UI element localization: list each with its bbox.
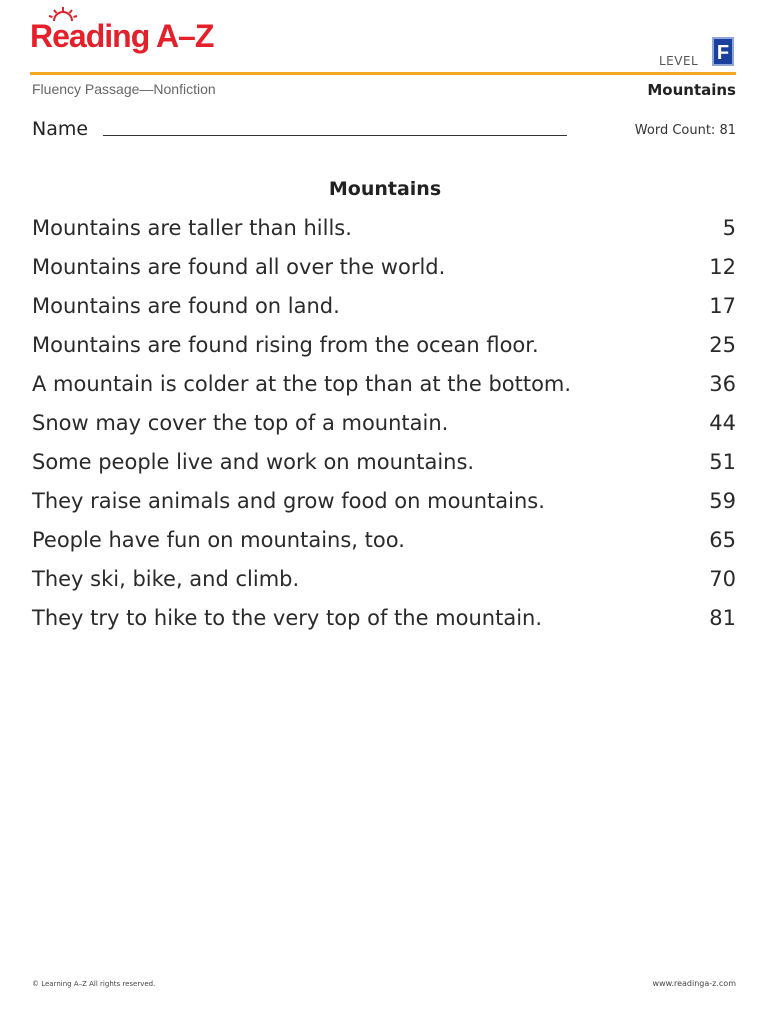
topic-title: Mountains bbox=[647, 81, 736, 99]
website-link[interactable]: www.readinga-z.com bbox=[652, 979, 736, 988]
cumulative-word-count: 36 bbox=[709, 372, 736, 396]
cumulative-word-count: 44 bbox=[709, 411, 736, 435]
line-text: Mountains are taller than hills. bbox=[32, 216, 352, 240]
line-text: Mountains are found on land. bbox=[32, 294, 340, 318]
passage-line bbox=[32, 251, 736, 290]
cumulative-word-count: 65 bbox=[709, 528, 736, 552]
passage-line bbox=[32, 524, 736, 563]
brand-logo bbox=[30, 20, 213, 52]
copyright-notice: © Learning A–Z All rights reserved. bbox=[32, 980, 156, 988]
cumulative-word-count: 12 bbox=[709, 255, 736, 279]
passage-line bbox=[32, 485, 736, 524]
cumulative-word-count: 25 bbox=[709, 333, 736, 357]
passage-line bbox=[32, 563, 736, 602]
line-text: Mountains are found rising from the ocean floor. bbox=[32, 333, 539, 357]
passage-title bbox=[0, 178, 770, 200]
cumulative-word-count: 81 bbox=[709, 606, 736, 630]
passage-line bbox=[32, 602, 736, 641]
passage-line bbox=[32, 329, 736, 368]
level-label: LEVEL bbox=[659, 54, 699, 68]
cumulative-word-count: 59 bbox=[709, 489, 736, 513]
sun-rays-icon bbox=[48, 6, 78, 22]
line-text: Snow may cover the top of a mountain. bbox=[32, 411, 449, 435]
line-text: People have fun on mountains, too. bbox=[32, 528, 405, 552]
word-count: Word Count: 81 bbox=[634, 123, 736, 138]
name-label: Name bbox=[32, 118, 89, 140]
name-field[interactable] bbox=[103, 135, 567, 136]
passage-line bbox=[32, 290, 736, 329]
level-badge: F bbox=[712, 37, 734, 66]
cumulative-word-count: 5 bbox=[722, 216, 736, 240]
cumulative-word-count: 51 bbox=[709, 450, 736, 474]
line-text: They try to hike to the very top of the mountain. bbox=[32, 606, 543, 630]
line-text: A mountain is colder at the top than at the bottom. bbox=[32, 372, 572, 396]
passage-lines bbox=[32, 212, 736, 641]
passage-line bbox=[32, 446, 736, 485]
passage-line bbox=[32, 368, 736, 407]
passage-type: Fluency Passage—Nonfiction bbox=[32, 81, 216, 97]
passage-line bbox=[32, 212, 736, 251]
line-text: They raise animals and grow food on mountains. bbox=[32, 489, 545, 513]
cumulative-word-count: 70 bbox=[709, 567, 736, 591]
header-divider bbox=[30, 72, 736, 75]
line-text: Mountains are found all over the world. bbox=[32, 255, 446, 279]
passage-line bbox=[32, 407, 736, 446]
brand-name: Reading A–Z bbox=[30, 18, 214, 54]
line-text: They ski, bike, and climb. bbox=[32, 567, 300, 591]
line-text: Some people live and work on mountains. bbox=[32, 450, 475, 474]
cumulative-word-count: 17 bbox=[709, 294, 736, 318]
passage-title-text: Mountains bbox=[328, 178, 442, 200]
